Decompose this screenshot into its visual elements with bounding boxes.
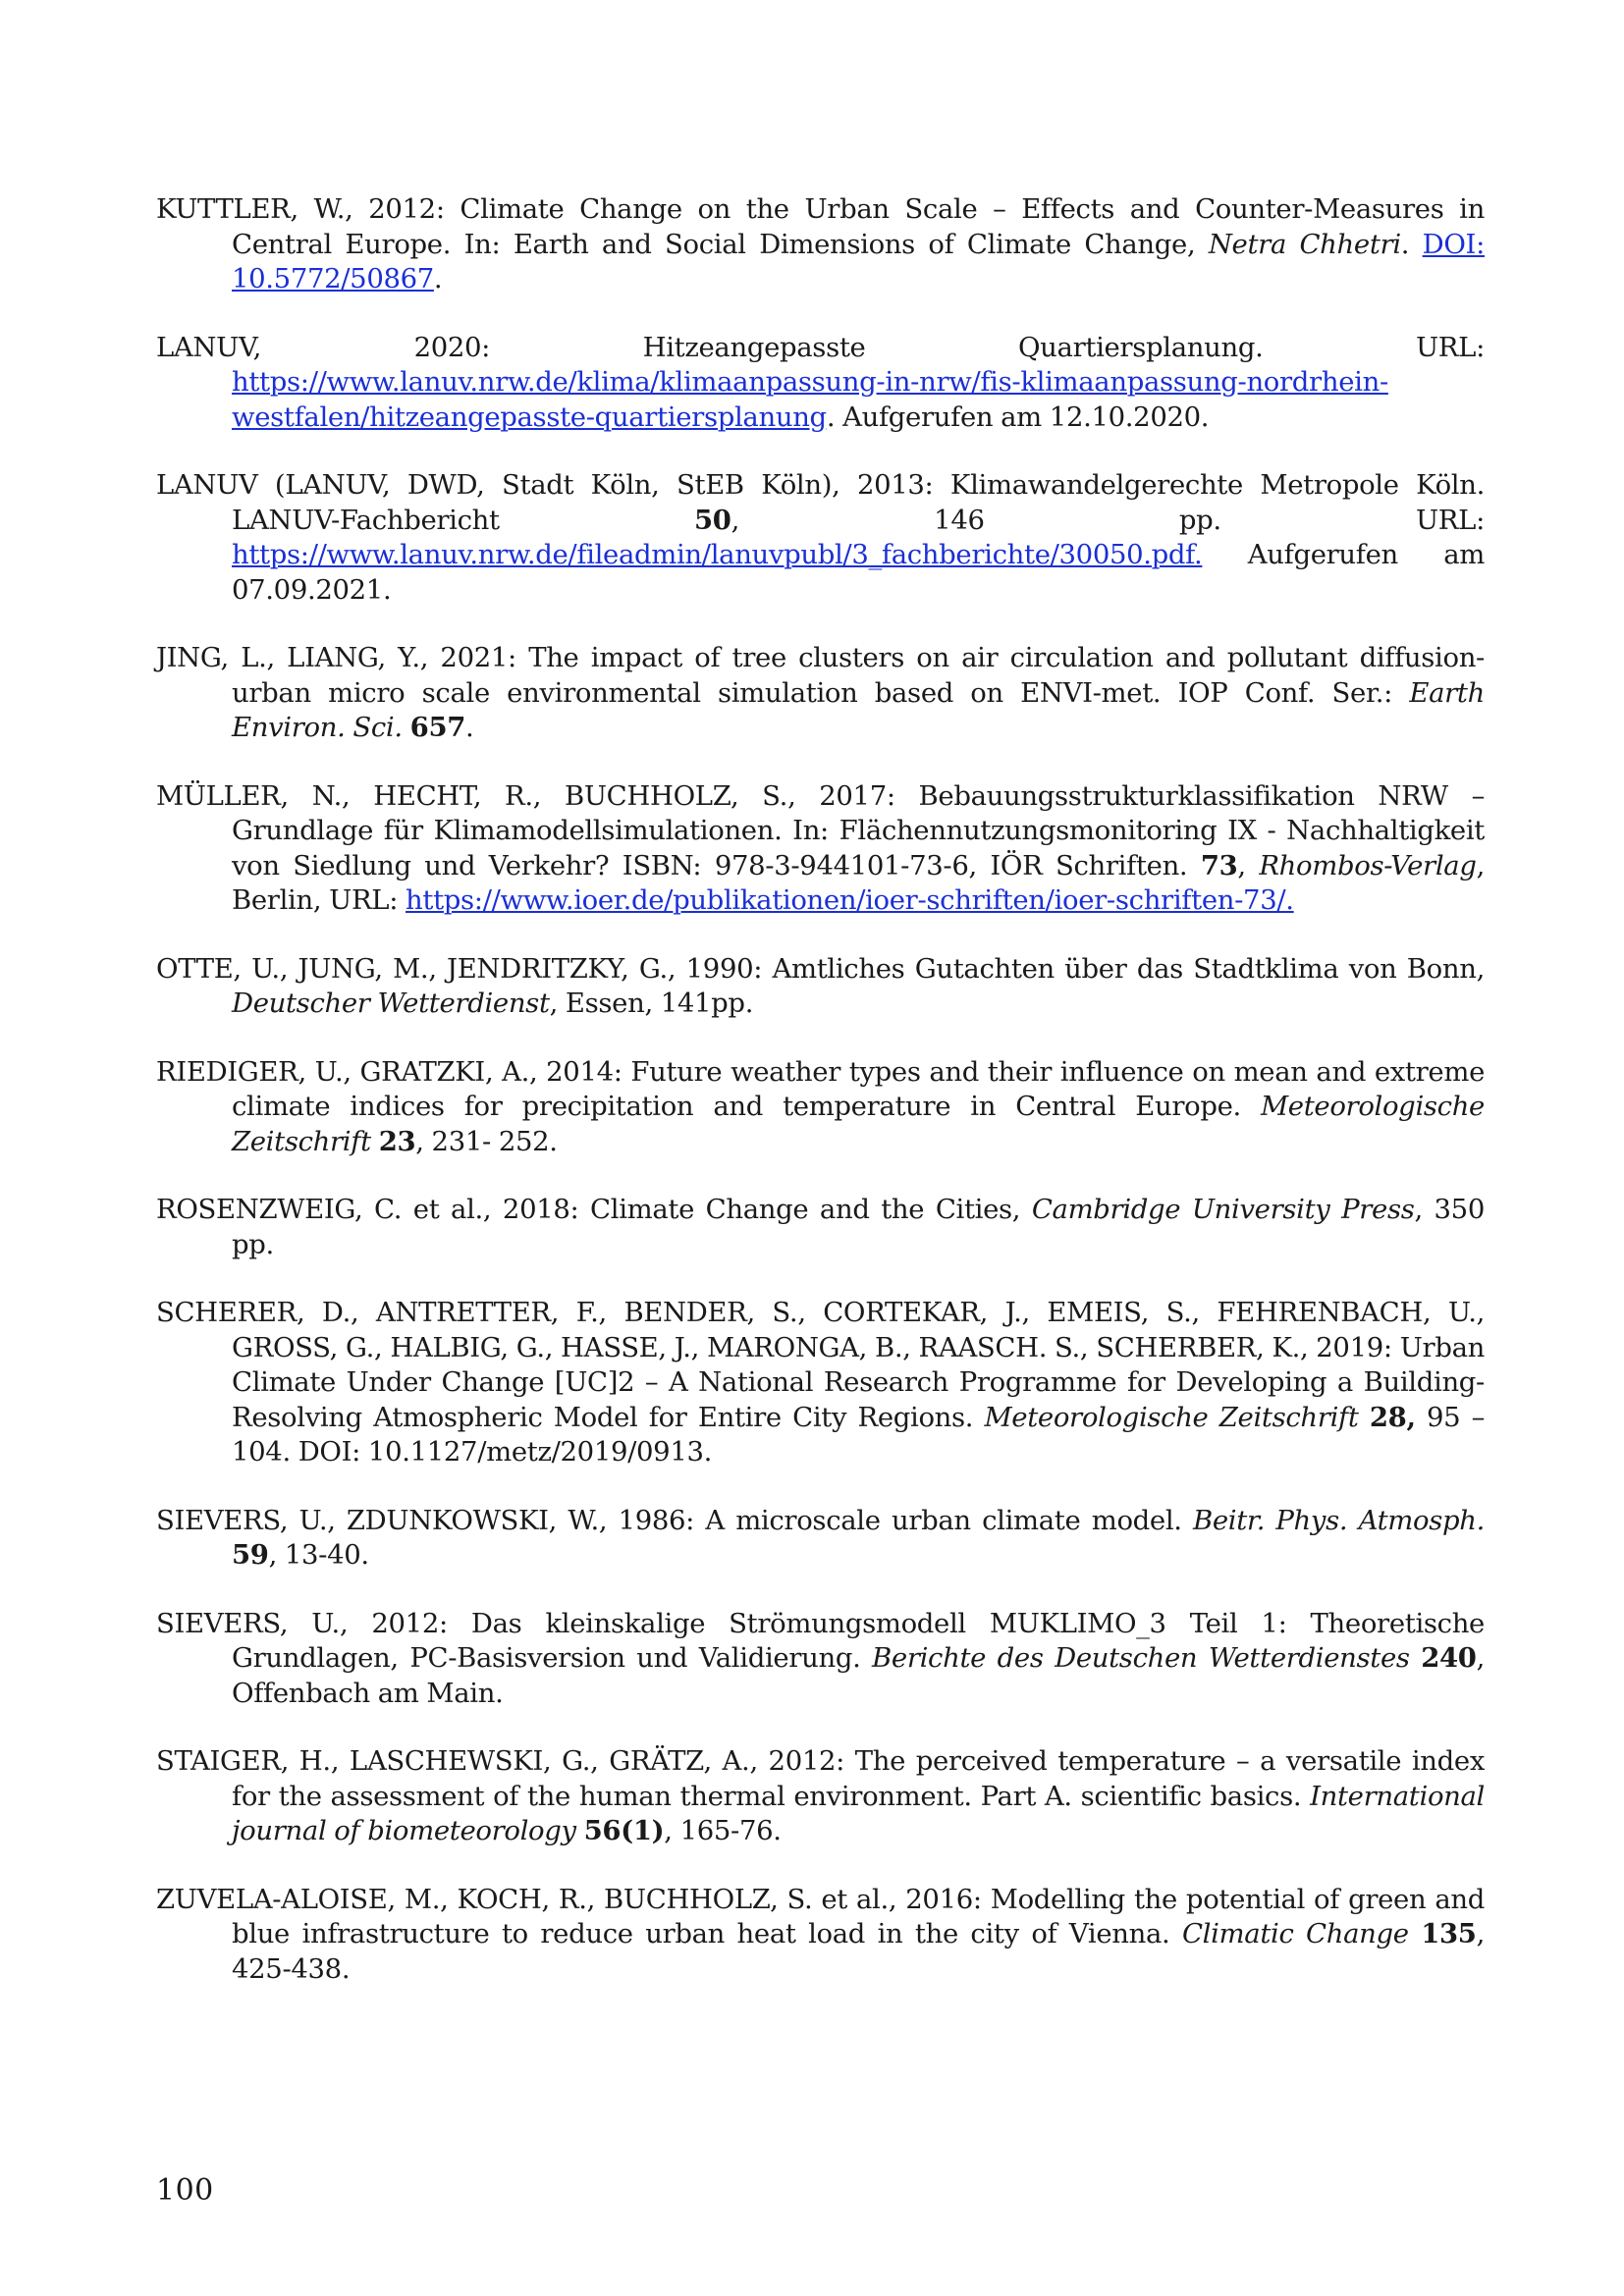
reference-volume: 240	[1421, 1642, 1477, 1674]
reference-volume: 28,	[1369, 1401, 1416, 1433]
reference-source: Climatic Change	[1181, 1918, 1409, 1949]
reference-item: JING, L., LIANG, Y., 2021: The impact of tree clusters on air circulation and pollutant diffusion-urban micro scale environmental simulation based on ENVI-met. IOP Conf. Ser.: Earth Environ. Sci. 657.	[156, 642, 1485, 743]
reference-source: Rhombos-Verlag	[1259, 849, 1477, 881]
reference-item: SIEVERS, U., ZDUNKOWSKI, W., 1986: A microscale urban climate model. Beitr. Phys. Atmosph. 59, 13-40.	[156, 1504, 1485, 1571]
reference-item: MÜLLER, N., HECHT, R., BUCHHOLZ, S., 2017: Bebauungsstrukturklassifikation NRW – Grundlage für Klimamodellsimulationen. In: Flächennutzungsmonitoring IX - Nachhaltigkeit von Siedlung und Verkehr? ISBN: 978-3-944101-73-6, IÖR Schriften. 73, Rhombos-Verlag, Berlin, URL: https://www.ioer.de/publikationen/ioer-schriften/ioer-schriften-73/.	[156, 779, 1485, 916]
reference-source: Deutscher Wetterdienst	[232, 988, 550, 1019]
reference-volume: 56(1)	[583, 1815, 665, 1846]
reference-volume: 50	[693, 504, 731, 536]
reference-volume: 135	[1421, 1918, 1477, 1949]
reference-link[interactable]: DOI: 10.5772/50867	[232, 228, 1485, 294]
reference-source: Meteorologische Zeitschrift	[232, 1091, 1485, 1157]
reference-item: ROSENZWEIG, C. et al., 2018: Climate Change and the Cities, Cambridge University Press, 350 pp.	[156, 1194, 1485, 1260]
reference-item: SIEVERS, U., 2012: Das kleinskalige Strömungsmodell MUKLIMO_3 Teil 1: Theoretische Grundlagen, PC-Basisversion und Validierung. Berichte des Deutschen Wetterdienstes 240, Offenbach am Main.	[156, 1607, 1485, 1709]
reference-source: Cambridge University Press	[1031, 1194, 1415, 1225]
reference-item: SCHERER, D., ANTRETTER, F., BENDER, S., CORTEKAR, J., EMEIS, S., FEHRENBACH, U., GROSS, G., HALBIG, G., HASSE, J., MARONGA, B., RAASCH. S., SCHERBER, K., 2019: Urban Climate Under Change [UC]2 – A National Research Programme for Developing a Building-Resolving Atmospheric Model for Entire City Regions. Meteorologische Zeitschrift 28, 95 – 104. DOI: 10.1127/metz/2019/0913.	[156, 1297, 1485, 1468]
reference-source: Berichte des Deutschen Wetterdienstes	[872, 1642, 1410, 1674]
reference-item: RIEDIGER, U., GRATZKI, A., 2014: Future weather types and their influence on mean and extreme climate indices for precipitation and temperature in Central Europe. Meteorologische Zeitschrift 23, 231- 252.	[156, 1055, 1485, 1157]
reference-list	[156, 192, 1485, 2020]
reference-item: LANUV (LANUV, DWD, Stadt Köln, StEB Köln), 2013: Klimawandelgerechte Metropole Köln. LANUV-Fachbericht 50, 146 pp. URL: https://www.lanuv.nrw.de/fileadmin/lanuvpubl/3_fachberichte/30050.pdf. Aufgerufen am 07.09.2021.	[156, 469, 1485, 606]
reference-item: STAIGER, H., LASCHEWSKI, G., GRÄTZ, A., 2012: The perceived temperature – a versatile index for the assessment of the human thermal environment. Part A. scientific basics. International journal of biometeorology 56(1), 165-76.	[156, 1745, 1485, 1846]
reference-item: KUTTLER, W., 2012: Climate Change on the Urban Scale – Effects and Counter-Measures in Central Europe. In: Earth and Social Dimensions of Climate Change, Netra Chhetri. DOI: 10.5772/50867.	[156, 193, 1485, 294]
reference-source: Netra Chhetri	[1208, 228, 1401, 260]
page-number: 100	[156, 2173, 214, 2208]
reference-link[interactable]: https://www.ioer.de/publikationen/ioer-schriften/ioer-schriften-73/.	[406, 884, 1294, 916]
reference-volume: 23	[378, 1125, 416, 1157]
reference-volume: 73	[1200, 849, 1238, 881]
reference-link[interactable]: https://www.lanuv.nrw.de/fileadmin/lanuvpubl/3_fachberichte/30050.pdf.	[232, 539, 1203, 570]
reference-source: Earth Environ. Sci.	[232, 676, 1485, 743]
reference-link[interactable]: https://www.lanuv.nrw.de/klima/klimaanpassung-in-nrw/fis-klimaanpassung-nordrhein-westfalen/hitzeangepasste-quartiersplanung	[232, 366, 1388, 433]
reference-item: LANUV, 2020: Hitzeangepasste Quartiersplanung. URL: https://www.lanuv.nrw.de/klima/klimaanpassung-in-nrw/fis-klimaanpassung-nordrhein-westfalen/hitzeangepasste-quartiersplanung. Aufgerufen am 12.10.2020.	[156, 331, 1485, 433]
reference-source: Beitr. Phys. Atmosph.	[1193, 1504, 1485, 1536]
reference-source: Meteorologische Zeitschrift	[984, 1401, 1359, 1433]
reference-item: ZUVELA-ALOISE, M., KOCH, R., BUCHHOLZ, S. et al., 2016: Modelling the potential of green and blue infrastructure to reduce urban heat load in the city of Vienna. Climatic Change 135, 425-438.	[156, 1883, 1485, 1985]
reference-volume: 59	[232, 1539, 269, 1571]
reference-source: International journal of biometeorology	[232, 1780, 1485, 1846]
reference-volume: 657	[409, 712, 466, 743]
reference-item: OTTE, U., JUNG, M., JENDRITZKY, G., 1990: Amtliches Gutachten über das Stadtklima von Bonn, Deutscher Wetterdienst, Essen, 141pp.	[156, 952, 1485, 1019]
